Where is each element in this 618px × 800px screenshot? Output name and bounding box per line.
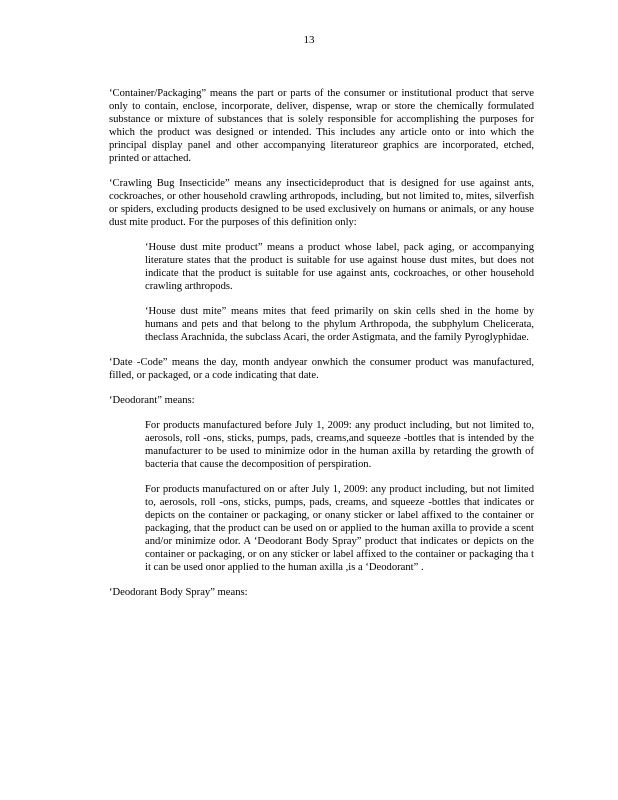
definition-date-code: ‘Date -Code” means the day, month andyear onwhich the consumer product was manufactured, filled, or packaged, or a code indicating that date. [109, 357, 534, 381]
definition-deodorant-before-2009: For products manufactured before July 1, 2009: any product including, but not limited to, aerosols, roll -ons, sticks, pumps, pads, creams,and squeeze -bottles that is intended by the manufacturer to be used to minimize odor in the human axilla by retarding the growth of bacteria that cause the decomposition of perspiration. [145, 420, 534, 470]
definition-deodorant-body-spray-heading: ‘Deodorant Body Spray” means: [109, 587, 248, 598]
definition-deodorant-heading: ‘Deodorant” means: [109, 395, 195, 406]
definition-container-packaging: ‘Container/Packaging” means the part or parts of the consumer or institutional product that serve only to contain, enclose, incorporate, deliver, dispense, wrap or store the chemically formulated substance or mixture of substances that is solely responsible for accomplishing the purposes for which the product was designed or intended. This includes any article onto or into which the principal display panel and other accompanying literatureor graphics are incorporated, etched, printed or attached. [109, 88, 534, 164]
page-number: 13 [303, 34, 315, 46]
definition-house-dust-mite: ‘House dust mite” means mites that feed primarily on skin cells shed in the home by humans and pets and that belong to the phylum Arthropoda, the subphylum Chelicerata, theclass Arachnida, the subclass Acari, the order Astigmata, and the family Pyroglyphidae. [145, 306, 534, 343]
definition-house-dust-mite-product: ‘House dust mite product” means a product whose label, pack aging, or accompanying literature states that the product is suitable for use against house dust mites, but does not indicate that the product is suitable for use against ants, cockroaches, or other household crawling arthropods. [145, 242, 534, 292]
definition-crawling-bug-insecticide: ‘Crawling Bug Insecticide” means any insecticideproduct that is designed for use against ants, cockroaches, or other household crawling arthropods, including, but not limited to, mites, silverfish or spiders, excluding products designed to be used exclusively on humans or animals, or any house dust mite product. For the purposes of this definition only: [109, 178, 534, 228]
document-body [109, 87, 534, 611]
definition-deodorant-after-2009: For products manufactured on or after July 1, 2009: any product including, but not limited to, aerosols, roll -ons, sticks, pumps, pads, creams, and squeeze -bottles that indicates or depicts on the container or packaging, or onany sticker or label affixed to the container or packaging, that the product can be used on or applied to the human axilla to provide a scent and/or minimize odor. A ‘Deodorant Body Spray” product that indicates or depicts on the container or packaging, or on any sticker or label affixed to the container or packaging tha t it can be used onor applied to the human axilla ,is a ‘Deodorant” . [145, 484, 534, 573]
